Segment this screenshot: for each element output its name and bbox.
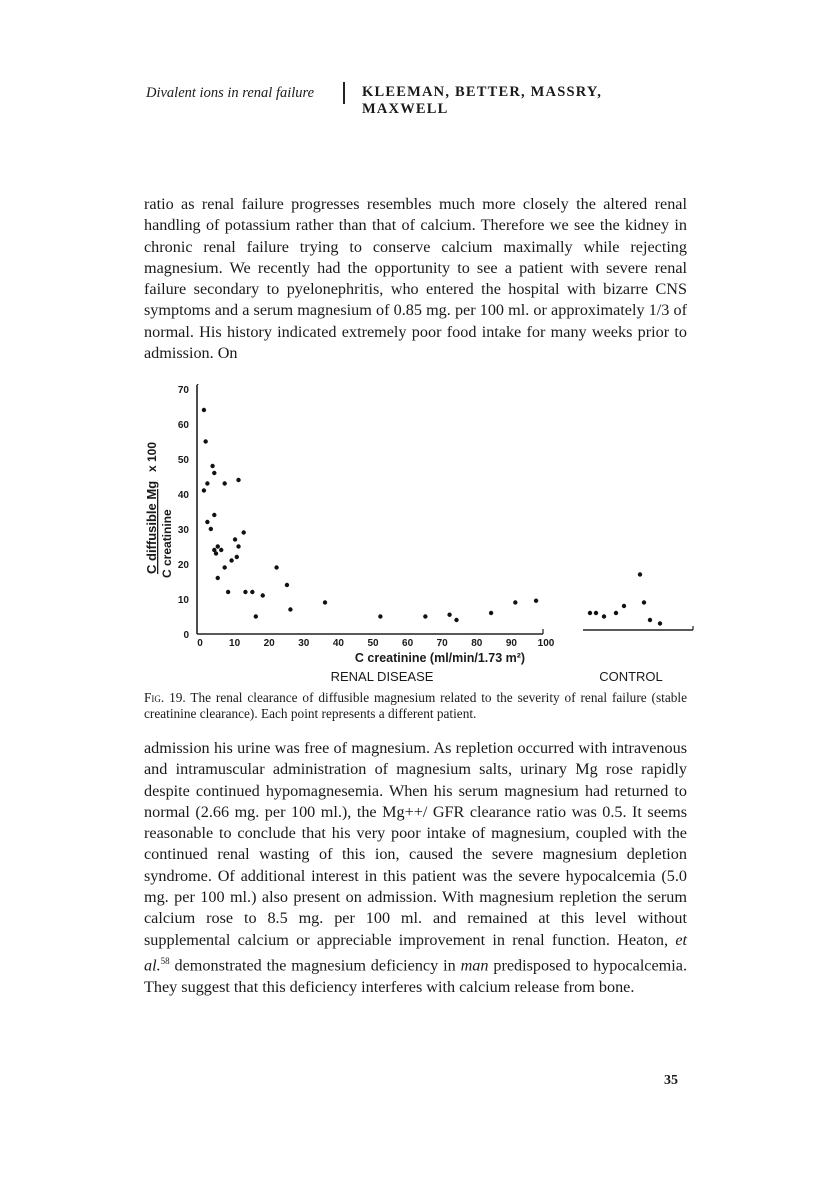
- data-point-renal: [454, 618, 458, 622]
- y-label-numerator: C diffusible Mg: [144, 480, 159, 574]
- data-point-renal: [235, 555, 239, 559]
- data-point-renal: [378, 614, 382, 618]
- figure-scatter-plot: [140, 384, 700, 684]
- y-tick-label: 30: [177, 525, 189, 536]
- data-point-renal: [216, 544, 220, 548]
- data-point-renal: [513, 600, 517, 604]
- data-point-renal: [212, 471, 216, 475]
- data-point-control: [602, 614, 606, 618]
- x-tick-label: 50: [367, 638, 379, 649]
- caption-label: Fig. 19.: [144, 690, 186, 705]
- data-point-renal: [205, 520, 209, 524]
- data-point-renal: [210, 464, 214, 468]
- data-point-renal: [489, 611, 493, 615]
- data-point-renal: [205, 481, 209, 485]
- citation-etal: et al.: [144, 930, 687, 975]
- y-tick-label: 0: [183, 630, 189, 641]
- x-tick-label: 30: [298, 638, 310, 649]
- y-axis-label: [144, 442, 174, 578]
- data-point-control: [588, 611, 592, 615]
- header-authors: KLEEMAN, BETTER, MASSRY, MAXWELL: [362, 84, 603, 117]
- body-paragraph-1: ratio as renal failure progresses resembles much more closely the altered renal handling of potassium rather than that of calcium. Therefore we see the kidney in chronic renal failure trying to conserve calcium maximally while rejecting magnesium. We recently had the opportunity to see a patient with severe renal failure secondary to pyelonephritis, who entered the hospital with bizarre CNS symptoms and a serum magnesium of 0.85 mg. per 100 ml. or approximately 1/3 of normal. His history indicated extremely poor food intake for many weeks prior to admission. On: [144, 195, 687, 363]
- data-point-renal: [222, 565, 226, 569]
- figure-caption: [144, 690, 687, 722]
- data-point-renal: [250, 590, 254, 594]
- data-point-control: [658, 621, 662, 625]
- plot-axes: [178, 384, 693, 649]
- data-point-control: [594, 611, 598, 615]
- x-axis-label: C creatinine (ml/min/1.73 m²): [354, 651, 526, 665]
- data-point-renal: [219, 548, 223, 552]
- x-tick-label: 100: [537, 638, 555, 649]
- data-point-renal: [222, 481, 226, 485]
- data-point-control: [622, 604, 626, 608]
- caption-text: The renal clearance of diffusible magnesium related to the severity of renal failure (stable creatinine clearance). Each point represents a different patient.: [144, 690, 687, 721]
- paragraph2-part2: demonstrated the magnesium deficiency in: [174, 956, 456, 975]
- data-point-renal: [202, 488, 206, 492]
- plot-points: [202, 408, 662, 626]
- data-point-renal: [254, 614, 258, 618]
- data-point-renal: [274, 565, 278, 569]
- y-tick-label: 50: [177, 455, 189, 466]
- data-point-renal: [288, 607, 292, 611]
- data-point-control: [614, 611, 618, 615]
- y-tick-label: 10: [177, 595, 189, 606]
- y-tick-label: 60: [177, 420, 189, 431]
- header-title: Divalent ions in renal failure: [146, 85, 315, 101]
- data-point-renal: [214, 551, 218, 555]
- x-tick-label: 90: [505, 638, 517, 649]
- data-point-renal: [202, 408, 206, 412]
- data-point-renal: [203, 439, 207, 443]
- paragraph2-part1: admission his urine was free of magnesium. As repletion occurred with intravenous and intramuscular administration of magnesium salts, urinary Mg rose rapidly despite continued hypomagnesemia. When his serum magnesium had returned to normal (2.66 mg. per 100 ml.), the Mg++/ GFR clearance ratio was 0.5. It seems reasonable to conclude that his very poor intake of magnesium, coupled with the continued renal wasting of this ion, caused the severe magnesium depletion syndrome. Of additional interest in this patient was the severe hypocalcemia (5.0 mg. per 100 ml.) also present on admission. With magnesium repletion the serum calcium rose to 8.5 mg. per 100 ml. and remained at this level without supplemental calcium or appreciable improvement in renal function. Heaton,: [144, 739, 687, 949]
- data-point-renal: [534, 599, 538, 603]
- data-point-renal: [323, 600, 327, 604]
- header-divider: [343, 82, 345, 104]
- x-tick-label: 40: [332, 638, 344, 649]
- y-axis-top-hook: [197, 384, 200, 385]
- citation-ref: 58: [160, 955, 170, 966]
- data-point-renal: [242, 530, 246, 534]
- body-paragraph-2: [144, 738, 687, 998]
- x-tick-label: 10: [229, 638, 241, 649]
- x-tick-label: 20: [263, 638, 275, 649]
- data-point-renal: [216, 576, 220, 580]
- data-point-renal: [229, 558, 233, 562]
- emphasis-man: man: [460, 956, 489, 975]
- data-point-renal: [233, 537, 237, 541]
- y-tick-label: 40: [177, 490, 189, 501]
- data-point-renal: [212, 513, 216, 517]
- y-label-denominator: C creatinine: [160, 509, 174, 578]
- y-tick-label: 20: [177, 560, 189, 571]
- paragraph2-part3: predisposed to hypocalcemia. They suggest that this deficiency interferes with calcium release from bone.: [144, 956, 688, 996]
- y-label-multiplier: x 100: [145, 441, 159, 472]
- x-tick-label: 80: [471, 638, 483, 649]
- data-point-renal: [209, 527, 213, 531]
- y-tick-label: 70: [177, 385, 189, 396]
- page-number: 35: [664, 1073, 678, 1088]
- data-point-renal: [447, 613, 451, 617]
- data-point-control: [648, 618, 652, 622]
- data-point-renal: [261, 593, 265, 597]
- running-header: [146, 82, 686, 117]
- data-point-renal: [236, 478, 240, 482]
- data-point-renal: [285, 583, 289, 587]
- data-point-renal: [423, 614, 427, 618]
- x-tick-label: 0: [197, 638, 203, 649]
- group-label-renal: RENAL DISEASE: [330, 669, 434, 684]
- data-point-control: [642, 600, 646, 604]
- data-point-renal: [226, 590, 230, 594]
- data-point-control: [638, 572, 642, 576]
- data-point-renal: [243, 590, 247, 594]
- x-tick-label: 70: [436, 638, 448, 649]
- group-label-control: CONTROL: [599, 669, 663, 684]
- data-point-renal: [236, 544, 240, 548]
- x-tick-label: 60: [402, 638, 414, 649]
